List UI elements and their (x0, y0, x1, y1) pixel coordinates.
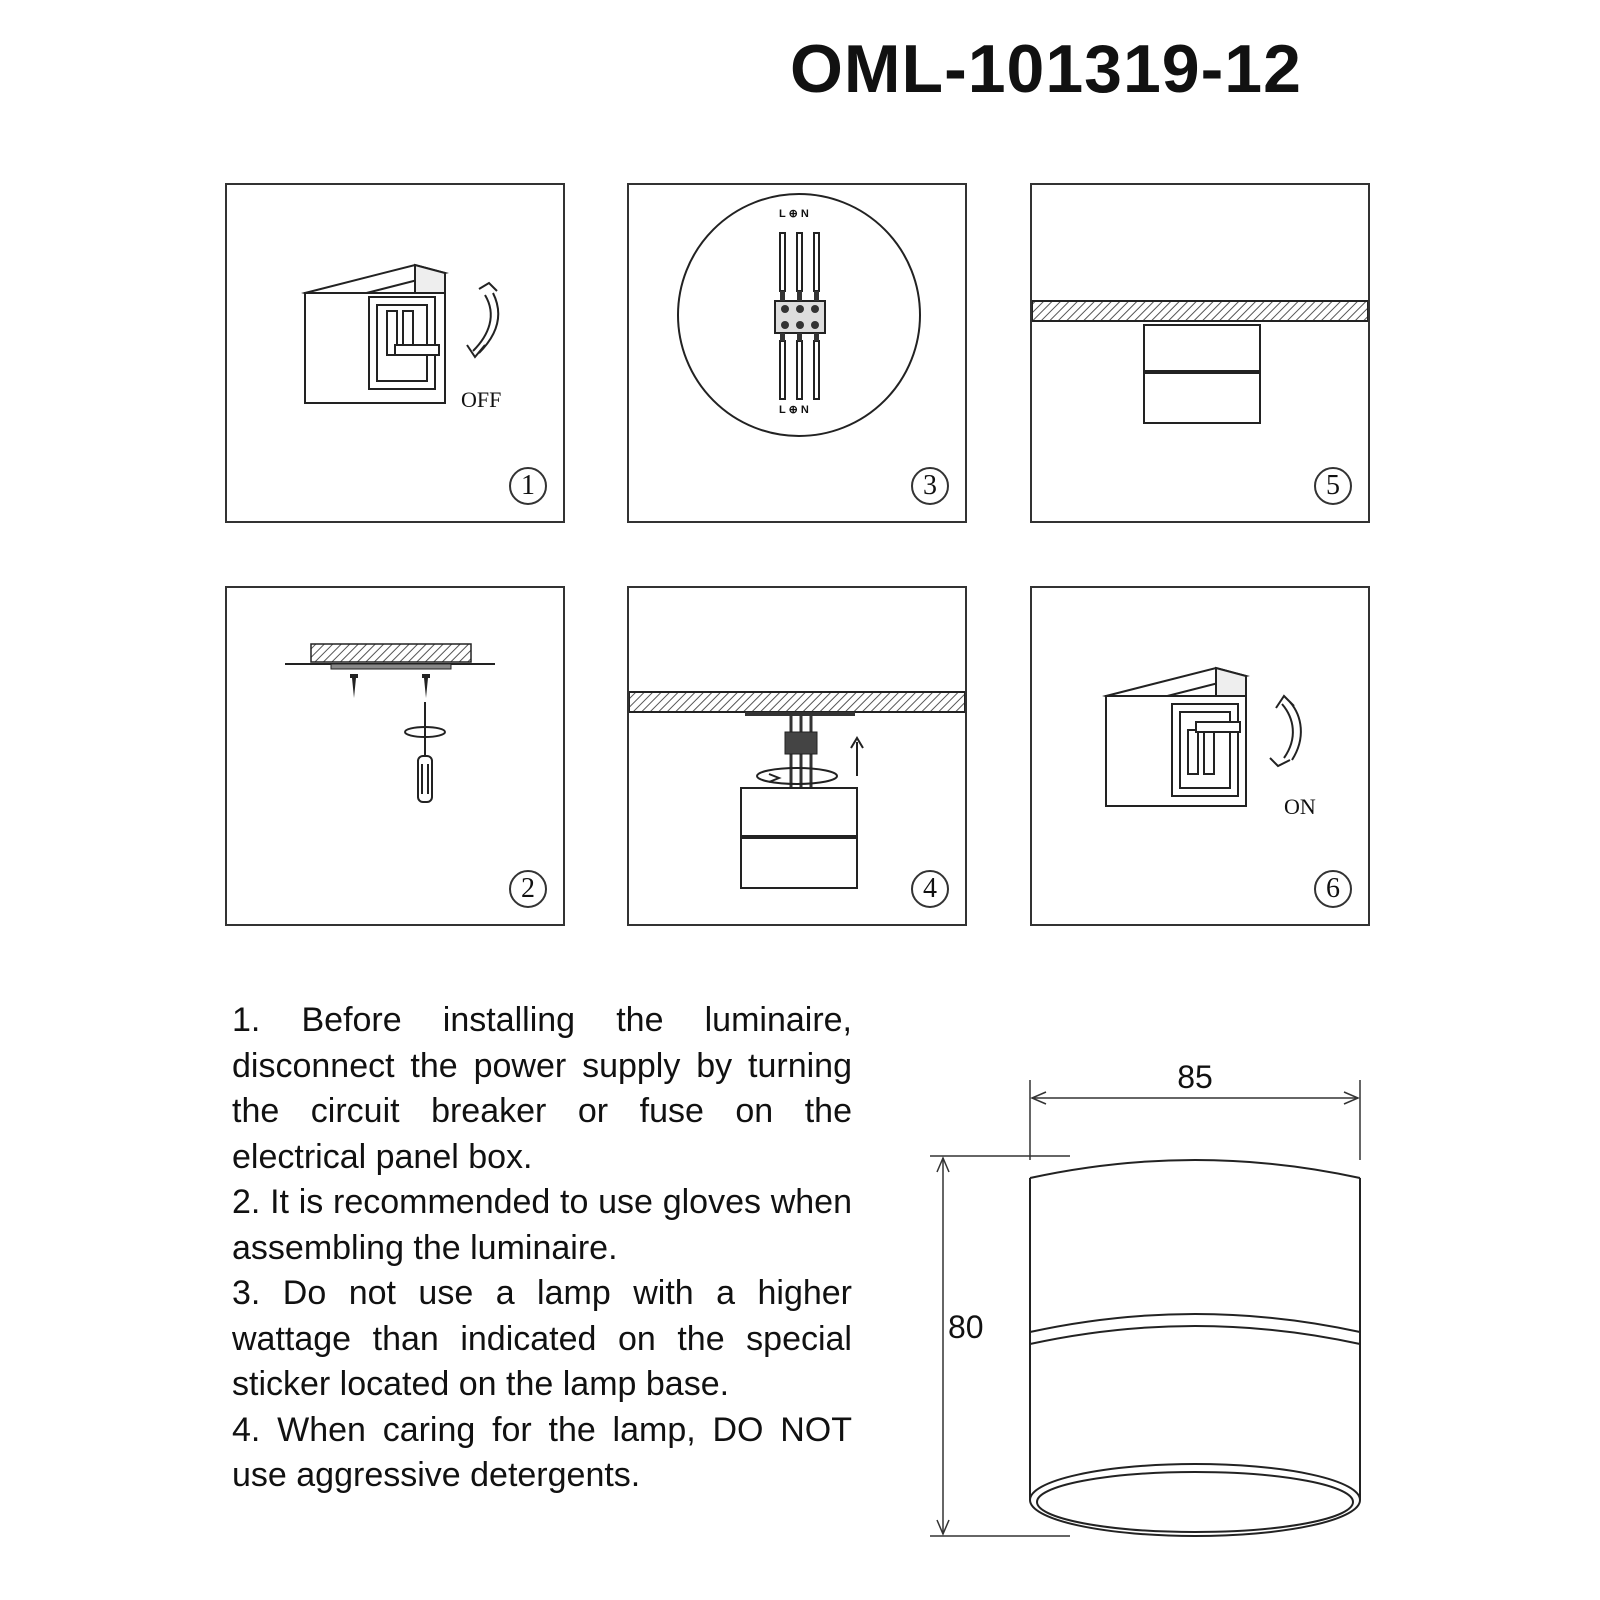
step-number-5: 5 (1314, 467, 1352, 505)
instruction-3: 3. Do not use a lamp with a higher wattage than indicated on the special sticker located on the lamp base. (232, 1274, 852, 1403)
connect-and-twist-icon (629, 588, 965, 924)
instruction-2: 2. It is recommended to use gloves when assembling the luminaire. (232, 1183, 852, 1267)
step-number-2: 2 (509, 870, 547, 908)
step-number-1: 1 (509, 467, 547, 505)
step-number-4: 4 (911, 870, 949, 908)
step-panel-2 (225, 586, 565, 926)
cylinder-dimension-drawing (900, 1050, 1380, 1550)
step-panel-3 (627, 183, 967, 523)
switch-off-icon (227, 185, 563, 521)
step-panel-6 (1030, 586, 1370, 926)
instructions-text (232, 998, 852, 1499)
step-panel-4 (627, 586, 967, 926)
switch-state-on: ON (1284, 794, 1316, 819)
instruction-4: 4. When caring for the lamp, DO NOT use aggressive detergents. (232, 1410, 852, 1494)
step-number-3: 3 (911, 467, 949, 505)
mounting-plate-screwdriver-icon (227, 588, 563, 924)
step-number-6: 6 (1314, 870, 1352, 908)
dimension-width-label: 85 (1177, 1059, 1213, 1095)
mounted-lamp-icon (1032, 185, 1368, 521)
step-panel-1 (225, 183, 565, 523)
model-title: OML-101319-12 (790, 31, 1302, 107)
terminal-label-top: L ⊕ N (779, 208, 809, 220)
switch-state-off: OFF (461, 387, 502, 412)
terminal-label-bottom: L ⊕ N (779, 404, 809, 416)
switch-on-icon (1032, 588, 1368, 924)
instruction-1: 1. Before installing the luminaire, disconnect the power supply by turning the circuit breaker or fuse on the electrical panel box. (232, 1001, 852, 1176)
step-panel-5 (1030, 183, 1370, 523)
terminal-block-wiring-icon (629, 185, 965, 521)
dimension-height-label: 80 (948, 1309, 984, 1345)
